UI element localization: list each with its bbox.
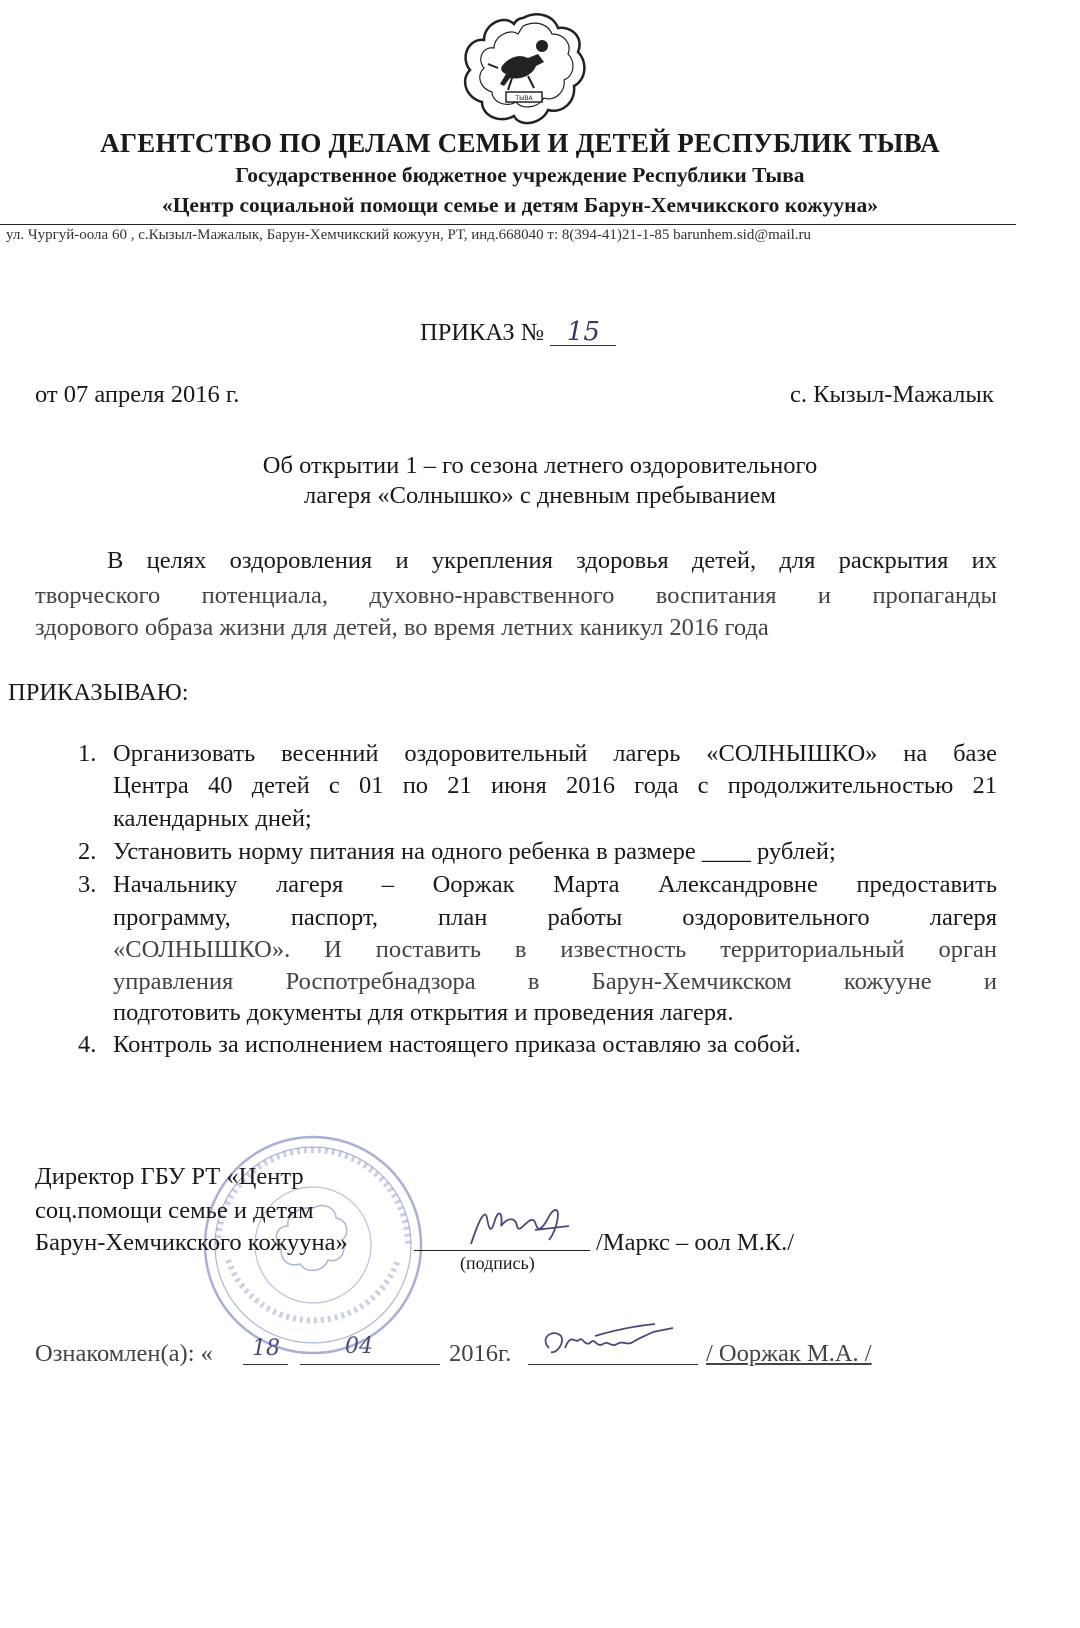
institution-line-2: «Центр социальной помощи семье и детям Барун-Хемчикского кожууна» <box>161 193 879 217</box>
item-number: 1. <box>78 740 97 767</box>
director-signature-icon <box>465 1200 575 1255</box>
order-date: от 07 апреля 2016 г. <box>35 381 240 408</box>
item-line: управления Роспотребнадзора в Барун-Хемчикском кожууне и <box>113 968 997 995</box>
institution-line-1: Государственное бюджетное учреждение Республики Тыва <box>235 163 805 187</box>
acknowledgement-name: / Ооржак М.А. / <box>706 1340 872 1367</box>
order-title <box>420 319 616 347</box>
item-line: Организовать весенний оздоровительный лагерь «СОЛНЫШКО» на базе <box>113 740 997 767</box>
signatory-title-line-2: соц.помощи семье и детям <box>35 1197 314 1224</box>
item-number: 3. <box>78 871 97 898</box>
item-number: 2. <box>78 838 97 865</box>
address-line: ул. Чургуй-оола 60 , с.Кызыл-Мажалык, Барун-Хемчикский кожуун, РТ, инд.668040 т: 8(394-41)21-1-85 barunhem.sid@mail.ru <box>6 227 812 243</box>
svg-text:ТЫВА: ТЫВА <box>515 95 533 102</box>
acknowledgement-signature-line <box>528 1364 698 1365</box>
item-line: Контроль за исполнением настоящего приказа оставляю за собой. <box>113 1031 801 1058</box>
subject-line-2: лагеря «Солнышко» с дневным пребыванием <box>304 482 776 509</box>
order-number: 15 <box>550 319 616 346</box>
header-divider <box>0 224 1016 225</box>
item-number: 4. <box>78 1031 97 1058</box>
month-line <box>300 1364 440 1365</box>
director-name: /Маркс – оол М.К./ <box>596 1229 795 1256</box>
agency-name: АГЕНТСТВО ПО ДЕЛАМ СЕМЬИ И ДЕТЕЙ РЕСПУБЛИК ТЫВА <box>100 128 940 158</box>
order-place: с. Кызыл-Мажалык <box>790 381 994 408</box>
acknowledgement-day: 18 <box>252 1336 280 1361</box>
item-line: календарных дней; <box>113 805 312 832</box>
order-title-label: ПРИКАЗ № <box>420 319 545 346</box>
command-word: ПРИКАЗЫВАЮ: <box>8 679 189 706</box>
acknowledgement-signature-icon <box>535 1318 685 1368</box>
item-line: Установить норму питания на одного ребенка в размере ____ рублей; <box>113 838 836 865</box>
item-line: Центра 40 детей с 01 по 21 июня 2016 года с продолжительностью 21 <box>113 772 997 799</box>
preamble-line-3: здорового образа жизни для детей, во время летних каникул 2016 года <box>35 614 769 641</box>
signature-line <box>414 1250 590 1251</box>
signature-caption: (подпись) <box>460 1253 535 1273</box>
day-line <box>243 1364 288 1365</box>
signatory-title-line-1: Директор ГБУ РТ «Центр <box>35 1163 304 1190</box>
item-line: подготовить документы для открытия и проведения лагеря. <box>113 999 734 1026</box>
acknowledgement-year: 2016г. <box>449 1340 512 1367</box>
acknowledgement-label: Ознакомлен(а): « <box>35 1340 213 1367</box>
preamble-line-1: В целях оздоровления и укрепления здоровья детей, для раскрытия их <box>107 547 997 574</box>
item-line: «СОЛНЫШКО». И поставить в известность территориальный орган <box>113 936 997 963</box>
signatory-title-line-3: Барун-Хемчикского кожууна» <box>35 1229 348 1256</box>
item-line: программу, паспорт, план работы оздоровительного лагеря <box>113 904 997 931</box>
acknowledgement-month: 04 <box>345 1334 373 1359</box>
item-line: Начальнику лагеря – Ооржак Марта Александровне предоставить <box>113 871 997 898</box>
subject-line-1: Об открытии 1 – го сезона летнего оздоровительного <box>262 452 818 479</box>
preamble-line-2: творческого потенциала, духовно-нравственного воспитания и пропаганды <box>35 582 997 609</box>
coat-of-arms-icon <box>458 10 588 130</box>
